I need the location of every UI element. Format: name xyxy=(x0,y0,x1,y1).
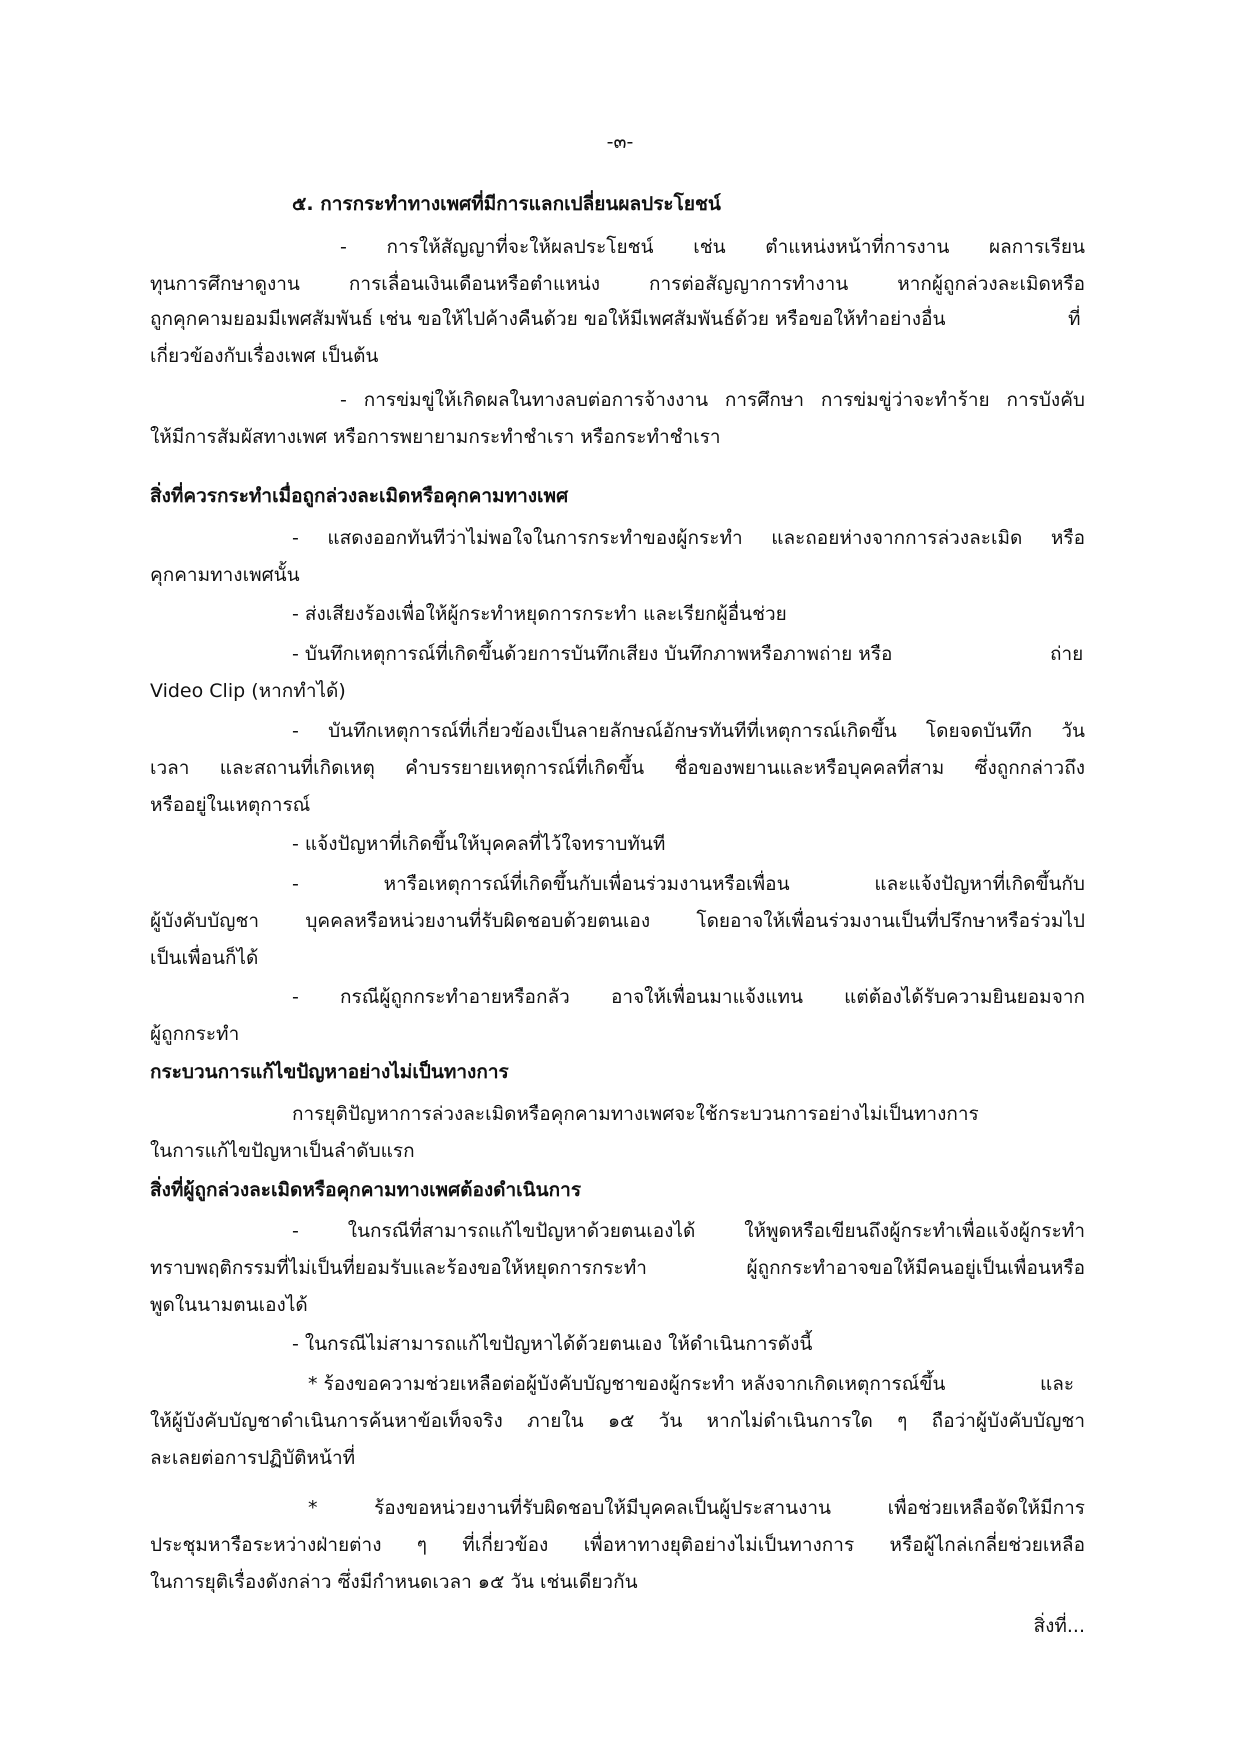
should-do-heading: สิ่งที่ควรกระทำเมื่อถูกล่วงละเมิดหรือคุกคามทางเพศ xyxy=(150,485,569,507)
should-do-line10: - หารือเหตุการณ์ที่เกิดขึ้นกับเพื่อนร่วมงานหรือเพื่อน และแจ้งปัญหาที่เกิดขึ้นกับ xyxy=(292,873,1085,895)
should-do-line8: หรืออยู่ในเหตุการณ์ xyxy=(150,794,311,816)
victim-actions-line10: ในการยุติเรื่องดังกล่าว ซึ่งมีกำหนดเวลา ๑๕ วัน เช่นเดียวกัน xyxy=(150,1571,638,1593)
victim-actions-line8: * ร้องขอหน่วยงานที่รับผิดชอบให้มีบุคคลเป็นผู้ประสานงาน เพื่อช่วยเหลือจัดให้มีการ xyxy=(308,1497,1085,1519)
should-do-line6: - บันทึกเหตุการณ์ที่เกี่ยวข้องเป็นลายลักษณ์อักษรทันทีที่เหตุการณ์เกิดขึ้น โดยจดบันทึก วัน xyxy=(292,720,1085,742)
informal-heading: กระบวนการแก้ไขปัญหาอย่างไม่เป็นทางการ xyxy=(150,1061,509,1083)
continuation-marker: สิ่งที่... xyxy=(1033,1615,1085,1637)
informal-line1: การยุติปัญหาการล่วงละเมิดหรือคุกคามทางเพศจะใช้กระบวนการอย่างไม่เป็นทางการ xyxy=(292,1103,979,1125)
should-do-line13: - กรณีผู้ถูกกระทำอายหรือกลัว อาจให้เพื่อนมาแจ้งแทน แต่ต้องได้รับความยินยอมจาก xyxy=(292,986,1085,1008)
should-do-line7: เวลา และสถานที่เกิดเหตุ คำบรรยายเหตุการณ์ที่เกิดขึ้น ชื่อของพยานและหรือบุคคลที่สาม ซึ่งถูกกล่าวถึง xyxy=(150,757,1085,779)
victim-actions-line5-tail: และ xyxy=(1040,1373,1075,1395)
should-do-line12: เป็นเพื่อนก็ได้ xyxy=(150,947,259,969)
should-do-line5: Video Clip (หากทำได้) xyxy=(150,680,346,702)
victim-actions-line1: - ในกรณีที่สามารถแก้ไขปัญหาด้วยตนเองได้ ให้พูดหรือเขียนถึงผู้กระทำเพื่อแจ้งผู้กระทำ xyxy=(292,1220,1085,1242)
should-do-line4-tail: ถ่าย xyxy=(1050,643,1084,665)
page-number: -๓- xyxy=(606,131,634,153)
victim-actions-line5: * ร้องขอความช่วยเหลือต่อผู้บังคับบัญชาของผู้กระทำ หลังจากเกิดเหตุการณ์ขึ้น xyxy=(308,1373,946,1395)
should-do-line1: - แสดงออกทันทีว่าไม่พอใจในการกระทำของผู้กระทำ และถอยห่างจากการล่วงละเมิด หรือ xyxy=(292,527,1085,549)
victim-actions-line9: ประชุมหารือระหว่างฝ่ายต่าง ๆ ที่เกี่ยวข้อง เพื่อหาทางยุติอย่างไม่เป็นทางการ หรือผู้ไกล่เกลี่ยช่วยเหลือ xyxy=(150,1534,1085,1556)
section5-heading: ๕. การกระทำทางเพศที่มีการแลกเปลี่ยนผลประโยชน์ xyxy=(292,193,721,215)
victim-actions-line7: ละเลยต่อการปฏิบัติหน้าที่ xyxy=(150,1447,356,1469)
section5-p1-line4: เกี่ยวข้องกับเรื่องเพศ เป็นต้น xyxy=(150,345,379,367)
section5-p1-line1: - การให้สัญญาที่จะให้ผลประโยชน์ เช่น ตำแหน่งหน้าที่การงาน ผลการเรียน xyxy=(340,236,1085,258)
should-do-line4: - บันทึกเหตุการณ์ที่เกิดขึ้นด้วยการบันทึกเสียง บันทึกภาพหรือภาพถ่าย หรือ xyxy=(292,643,893,665)
should-do-line14: ผู้ถูกกระทำ xyxy=(150,1023,240,1045)
section5-p1-line3-tail: ที่ xyxy=(1068,308,1081,330)
section5-p2-line2: ให้มีการสัมผัสทางเพศ หรือการพยายามกระทำชำเรา หรือกระทำชำเรา xyxy=(150,426,721,448)
victim-actions-line4: - ในกรณีไม่สามารถแก้ไขปัญหาได้ด้วยตนเอง ให้ดำเนินการดังนี้ xyxy=(292,1333,813,1355)
should-do-line9: - แจ้งปัญหาที่เกิดขึ้นให้บุคคลที่ไว้ใจทราบทันที xyxy=(292,833,666,855)
victim-actions-line6: ให้ผู้บังคับบัญชาดำเนินการค้นหาข้อเท็จจริง ภายใน ๑๕ วัน หากไม่ดำเนินการใด ๆ ถือว่าผู้บังคับบัญชา xyxy=(150,1410,1085,1432)
should-do-line3: - ส่งเสียงร้องเพื่อให้ผู้กระทำหยุดการกระทำ และเรียกผู้อื่นช่วย xyxy=(292,603,787,625)
should-do-line2: คุกคามทางเพศนั้น xyxy=(150,564,300,586)
victim-actions-line3: พูดในนามตนเองได้ xyxy=(150,1294,308,1316)
should-do-line11: ผู้บังคับบัญชา บุคคลหรือหน่วยงานที่รับผิดชอบด้วยตนเอง โดยอาจให้เพื่อนร่วมงานเป็นที่ปรึกษาหรือร่วมไป xyxy=(150,910,1085,932)
section5-p1-line3: ถูกคุกคามยอมมีเพศสัมพันธ์ เช่น ขอให้ไปค้างคืนด้วย ขอให้มีเพศสัมพันธ์ด้วย หรือขอให้ทำอย่างอื่น xyxy=(150,308,946,330)
victim-actions-line2: ทราบพฤติกรรมที่ไม่เป็นที่ยอมรับและร้องขอให้หยุดการกระทำ ผู้ถูกกระทำอาจขอให้มีคนอยู่เป็นเพื่อนหรือ xyxy=(150,1257,1085,1279)
informal-line2: ในการแก้ไขปัญหาเป็นลำดับแรก xyxy=(150,1140,415,1162)
section5-p1-line2: ทุนการศึกษาดูงาน การเลื่อนเงินเดือนหรือตำแหน่ง การต่อสัญญาการทำงาน หากผู้ถูกล่วงละเมิดหรือ xyxy=(150,273,1085,295)
victim-actions-heading: สิ่งที่ผู้ถูกล่วงละเมิดหรือคุกคามทางเพศต้องดำเนินการ xyxy=(150,1179,582,1201)
section5-p2-line1: - การข่มขู่ให้เกิดผลในทางลบต่อการจ้างงาน การศึกษา การข่มขู่ว่าจะทำร้าย การบังคับ xyxy=(340,389,1085,411)
